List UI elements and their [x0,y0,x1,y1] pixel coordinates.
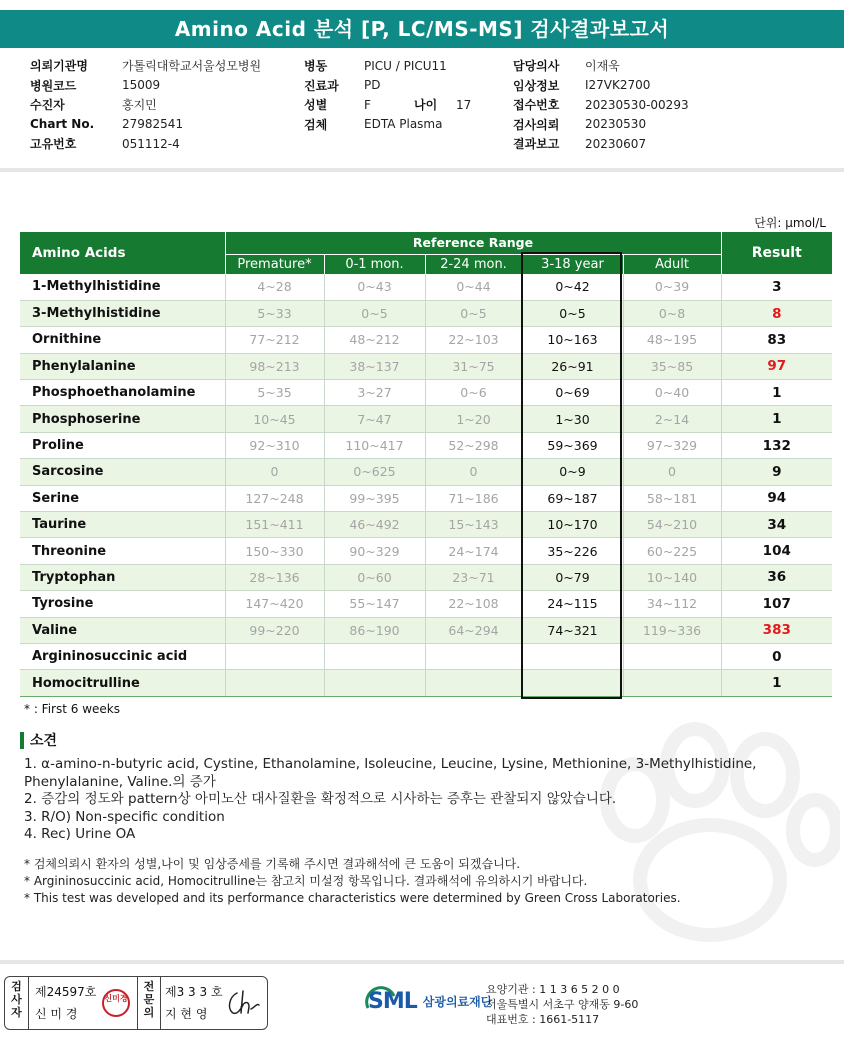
logo-mark: SML [368,988,417,1014]
range-cell-year3-18: 69~187 [522,485,623,511]
range-cell-mon2-24: 1~20 [425,406,522,432]
range-cell-year3-18: 1~30 [522,406,623,432]
premature-footnote: * : First 6 weeks [24,702,120,716]
range-cell-mon2-24: 15~143 [425,512,522,538]
findings-title-text: 소견 [30,733,58,749]
amino-acid-name: Tryptophan [20,564,225,590]
finding-line: 3. R/O) Non-specific condition [24,808,225,825]
specialist-name: 지 현 영 [165,1007,208,1021]
range-cell-year3-18: 0~79 [522,564,623,590]
info-label: 병동 [304,59,328,74]
range-cell-adult: 0~8 [623,300,721,326]
range-cell-mon2-24: 31~75 [425,353,522,379]
range-cell-adult: 34~112 [623,591,721,617]
result-cell: 132 [721,432,832,458]
result-cell: 9 [721,459,832,485]
info-label: 의뢰기관명 [30,59,88,74]
range-cell-mon2-24: 0~44 [425,274,522,300]
range-cell-premature: 5~33 [225,300,324,326]
unit-label: 단위: μmol/L [754,216,826,230]
result-cell: 94 [721,485,832,511]
info-row [513,76,689,96]
table-row [20,485,832,511]
amino-acid-name: Threonine [20,538,225,564]
range-cell-year3-18: 26~91 [522,353,623,379]
info-row [513,115,689,135]
result-cell: 36 [721,564,832,590]
examiner-number: 제24597호 [35,985,97,999]
range-cell-adult: 0~40 [623,380,721,406]
info-value: 15009 [122,78,161,93]
info-label: 진료과 [304,78,339,93]
info-value: PICU / PICU11 [364,58,447,73]
result-cell: 97 [721,353,832,379]
note-line: * Argininosuccinic acid, Homocitrulline는 참고치 미설정 항목입니다. 결과해석에 유의하시기 바랍니다. [24,874,588,888]
range-cell-mon0-1: 99~395 [324,485,425,511]
info-row [304,76,471,96]
table-row [20,327,832,353]
amino-acid-name: Argininosuccinic acid [20,643,225,669]
info-value: 20230530 [585,117,647,132]
range-cell-mon2-24: 71~186 [425,485,522,511]
info-value: 051112-4 [122,136,180,151]
range-cell-adult: 58~181 [623,485,721,511]
info-row [30,115,261,135]
info-row [304,115,471,135]
range-cell-adult: 119~336 [623,617,721,643]
info-label: 검사의뢰 [513,117,560,132]
info-label: 고유번호 [30,137,77,152]
section-bar [20,732,24,749]
range-cell-premature: 92~310 [225,432,324,458]
amino-acid-name: Homocitrulline [20,670,225,696]
range-cell-year3-18: 10~170 [522,512,623,538]
finding-line: 1. α-amino-n-butyric acid, Cystine, Ethanolamine, Isoleucine, Leucine, Lysine, Methionine, 3-Methylhistidine, Phenylalanine, Valine.의 증가 [24,756,757,790]
info-column-3 [513,56,689,154]
specialist-info [165,981,223,1025]
range-cell-premature: 151~411 [225,512,324,538]
range-cell-adult: 2~14 [623,406,721,432]
range-cell-adult: 97~329 [623,432,721,458]
info-value: PD [364,78,381,93]
organization-name: 삼광의료재단 [422,994,493,1009]
range-cell-year3-18: 10~163 [522,327,623,353]
info-value: EDTA Plasma [364,117,443,132]
info-row [30,76,261,96]
label-char: 검 [11,980,22,993]
range-cell-mon0-1 [324,670,425,696]
header-amino-acids: Amino Acids [20,232,225,274]
header-divider [0,168,844,172]
range-cell-adult: 0~39 [623,274,721,300]
findings-title [20,730,57,750]
result-cell: 104 [721,538,832,564]
header-3-18-year: 3-18 year [522,254,623,274]
result-cell: 8 [721,300,832,326]
result-cell: 0 [721,643,832,669]
result-cell: 1 [721,406,832,432]
range-cell-adult [623,643,721,669]
info-value: 20230530-00293 [585,97,689,112]
amino-acid-name: Serine [20,485,225,511]
age-label: 나이 [414,98,438,113]
range-cell-premature: 150~330 [225,538,324,564]
specialist-label [137,977,161,1029]
range-cell-mon2-24 [425,670,522,696]
range-cell-mon0-1: 0~5 [324,300,425,326]
organization-info [486,982,638,1027]
range-cell-year3-18: 0~69 [522,380,623,406]
info-label: 검체 [304,117,328,132]
info-row [513,95,689,115]
range-cell-mon2-24: 0 [425,459,522,485]
range-cell-premature: 99~220 [225,617,324,643]
header-reference-range: Reference Range [225,232,721,254]
info-label: 병원코드 [30,78,77,93]
range-cell-adult: 10~140 [623,564,721,590]
result-cell: 34 [721,512,832,538]
range-cell-mon0-1: 0~60 [324,564,425,590]
range-cell-premature: 4~28 [225,274,324,300]
range-cell-mon0-1: 86~190 [324,617,425,643]
info-value: 홍지민 [122,98,157,113]
amino-acid-name: Tyrosine [20,591,225,617]
label-char: 자 [11,1006,22,1019]
header-result: Result [721,232,832,274]
range-cell-adult: 0 [623,459,721,485]
examiner-info [35,981,96,1025]
note-line: * This test was developed and its performance characteristics were determined by Green Cross Laboratories. [24,891,681,905]
range-cell-adult: 35~85 [623,353,721,379]
amino-acid-name: 1-Methylhistidine [20,274,225,300]
amino-acid-name: Phosphoserine [20,406,225,432]
examiner-name: 신 미 경 [35,1007,78,1021]
sml-logo [364,984,492,1018]
range-cell-mon2-24 [425,643,522,669]
examiner-seal-icon: 신미경 [102,989,130,1017]
info-value: 이재욱 [585,59,620,74]
findings-text [24,756,804,844]
range-cell-premature: 28~136 [225,564,324,590]
info-row [513,134,689,154]
table-row [20,617,832,643]
header-2-24-mon: 2-24 mon. [425,254,522,274]
info-label: 담당의사 [513,59,560,74]
info-label: 수진자 [30,98,65,113]
signature-box [4,976,268,1030]
info-value: 20230607 [585,136,647,151]
range-cell-year3-18: 0~9 [522,459,623,485]
info-row [30,56,261,76]
result-cell: 107 [721,591,832,617]
range-cell-mon2-24: 52~298 [425,432,522,458]
range-cell-mon2-24: 0~6 [425,380,522,406]
info-row [513,56,689,76]
range-cell-mon0-1: 46~492 [324,512,425,538]
range-cell-premature: 5~35 [225,380,324,406]
specialist-number: 제3 3 3 호 [165,985,223,999]
range-cell-adult: 60~225 [623,538,721,564]
range-cell-year3-18 [522,670,623,696]
amino-acid-table [20,232,832,697]
result-cell: 1 [721,380,832,406]
footer-divider [0,960,844,964]
table-row [20,670,832,696]
info-value: F [364,97,371,112]
range-cell-mon0-1: 110~417 [324,432,425,458]
org-phone: 대표번호 : 1661-5117 [486,1013,600,1026]
range-cell-mon0-1: 55~147 [324,591,425,617]
header-adult: Adult [623,254,721,274]
info-row [30,134,261,154]
label-char: 의 [143,1006,155,1019]
amino-acid-name: Taurine [20,512,225,538]
range-cell-premature: 98~213 [225,353,324,379]
table-row [20,380,832,406]
finding-line: 4. Rec) Urine OA [24,826,136,843]
range-cell-mon2-24: 0~5 [425,300,522,326]
finding-line: 2. 증감의 정도와 pattern상 아미노산 대사질환을 확정적으로 시사하는 증후는 관찰되지 않았습니다. [24,791,617,808]
range-cell-year3-18 [522,643,623,669]
range-cell-adult: 48~195 [623,327,721,353]
range-cell-year3-18: 74~321 [522,617,623,643]
range-cell-mon0-1: 90~329 [324,538,425,564]
amino-acid-name: Phenylalanine [20,353,225,379]
table-row [20,591,832,617]
amino-acid-name: Proline [20,432,225,458]
info-label: 접수번호 [513,98,560,113]
info-value: I27VK2700 [585,78,651,93]
range-cell-mon2-24: 64~294 [425,617,522,643]
table-row [20,512,832,538]
range-cell-adult [623,670,721,696]
range-cell-year3-18: 0~42 [522,274,623,300]
range-cell-premature: 147~420 [225,591,324,617]
range-cell-year3-18: 24~115 [522,591,623,617]
range-cell-mon2-24: 22~108 [425,591,522,617]
range-cell-mon0-1: 38~137 [324,353,425,379]
examiner-label [5,977,29,1029]
table-row [20,538,832,564]
label-char: 문 [143,993,155,1006]
result-cell: 1 [721,670,832,696]
result-cell: 383 [721,617,832,643]
label-char: 사 [11,993,22,1006]
report-title: Amino Acid 분석 [P, LC/MS-MS] 검사결과보고서 [0,10,844,48]
label-char: 전 [143,980,155,993]
table-row [20,643,832,669]
range-cell-adult: 54~210 [623,512,721,538]
table-row [20,432,832,458]
age-value: 17 [456,97,472,112]
signature-icon [223,987,263,1019]
org-address: 서울특별시 서초구 양재동 9-60 [486,998,639,1011]
org-code: 요양기관 : 1 1 3 6 5 2 0 0 [486,983,620,996]
info-column-1 [30,56,261,154]
info-row [304,56,471,76]
result-cell: 3 [721,274,832,300]
table-row [20,300,832,326]
info-value: 가톨릭대학교서울성모병원 [122,59,262,74]
table-row [20,353,832,379]
range-cell-premature: 10~45 [225,406,324,432]
amino-acid-name: Sarcosine [20,459,225,485]
amino-acid-name: 3-Methylhistidine [20,300,225,326]
range-cell-premature [225,643,324,669]
table-row [20,564,832,590]
range-cell-year3-18: 0~5 [522,300,623,326]
range-cell-premature: 0 [225,459,324,485]
info-column-2 [304,56,471,134]
result-cell: 83 [721,327,832,353]
range-cell-premature: 77~212 [225,327,324,353]
range-cell-mon0-1: 48~212 [324,327,425,353]
amino-acid-name: Phosphoethanolamine [20,380,225,406]
range-cell-mon2-24: 24~174 [425,538,522,564]
range-cell-mon2-24: 22~103 [425,327,522,353]
range-cell-mon0-1: 0~43 [324,274,425,300]
report-notes [24,856,681,907]
range-cell-premature: 127~248 [225,485,324,511]
info-row [304,95,471,115]
info-label: 성별 [304,98,328,113]
range-cell-mon2-24: 23~71 [425,564,522,590]
info-row [30,95,261,115]
info-label: Chart No. [30,117,95,132]
range-cell-year3-18: 35~226 [522,538,623,564]
range-cell-year3-18: 59~369 [522,432,623,458]
info-label: 결과보고 [513,137,560,152]
range-cell-mon0-1 [324,643,425,669]
range-cell-mon0-1: 7~47 [324,406,425,432]
amino-acid-name: Valine [20,617,225,643]
range-cell-mon0-1: 0~625 [324,459,425,485]
header-0-1-mon: 0-1 mon. [324,254,425,274]
range-cell-mon0-1: 3~27 [324,380,425,406]
table-row [20,459,832,485]
amino-acid-name: Ornithine [20,327,225,353]
table-row [20,274,832,300]
header-premature: Premature* [225,254,324,274]
info-label: 임상정보 [513,78,560,93]
range-cell-premature [225,670,324,696]
table-row [20,406,832,432]
note-line: * 검체의뢰시 환자의 성별,나이 및 임상증세를 기록해 주시면 결과해석에 큰 도움이 되겠습니다. [24,857,521,871]
info-value: 27982541 [122,117,184,132]
